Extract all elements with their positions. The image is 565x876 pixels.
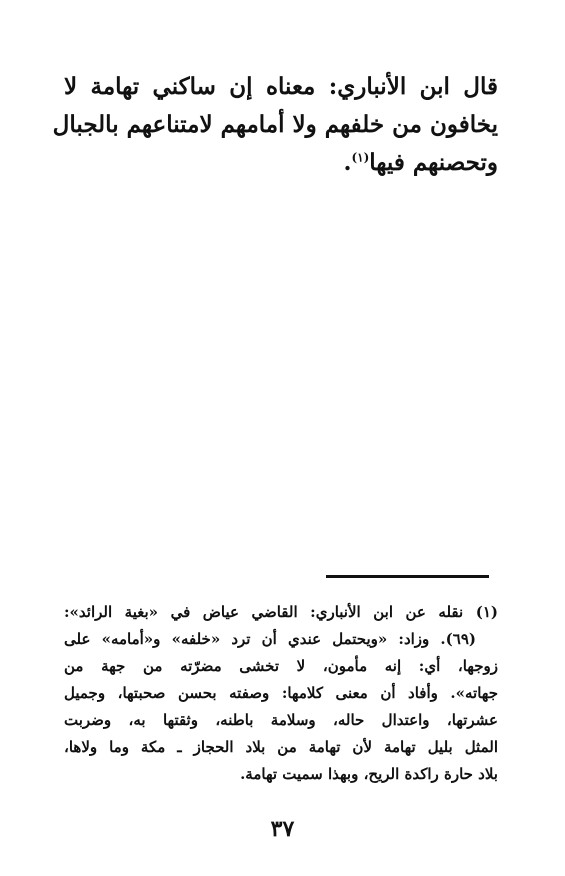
footnote-line-7: بلاد حارة راكدة الريح، وبهذا سميت تهامة. [240, 765, 498, 783]
footnote-separator [326, 575, 489, 578]
main-line-3 [64, 144, 498, 182]
footnote-reference: (١) [351, 150, 370, 165]
main-line-1: قال ابن الأنباري: معناه إن ساكني تهامة لا [64, 73, 498, 100]
main-line-2: يخافون من خلفهم ولا أمامهم لامتناعهم بالجبال [52, 111, 498, 138]
footnote-line-3: زوجها، أي: إنه مأمون، لا تخشى مضرّته من جهة من [64, 657, 498, 675]
footnote-line-6: المثل بليل تهامة لأن تهامة من بلاد الحجاز ـ مكة وما ولاها، [64, 738, 498, 756]
footnote-line-2: (٦٩). وزاد: «ويحتمل عندي أن ترد «خلفه» و«أمامه» على [64, 630, 476, 648]
main-end-punctuation: . [343, 149, 352, 176]
page-number: ٣٧ [270, 816, 295, 842]
footnote [64, 599, 498, 788]
footnote-line-1: (١) نقله عن ابن الأنباري: القاضي عياض في «بغية الرائد»: [64, 603, 498, 621]
footnote-line-5: عشرتها، واعتدال حاله، وسلامة باطنه، وثقتها به، وضربت [64, 711, 498, 729]
main-line-3-text: وتحصنهم فيها [369, 149, 498, 176]
main-text [52, 68, 498, 182]
footnote-line-4: جهاته». وأفاد أن معنى كلامها: وصفته بحسن صحبتها، وجميل [64, 684, 498, 702]
